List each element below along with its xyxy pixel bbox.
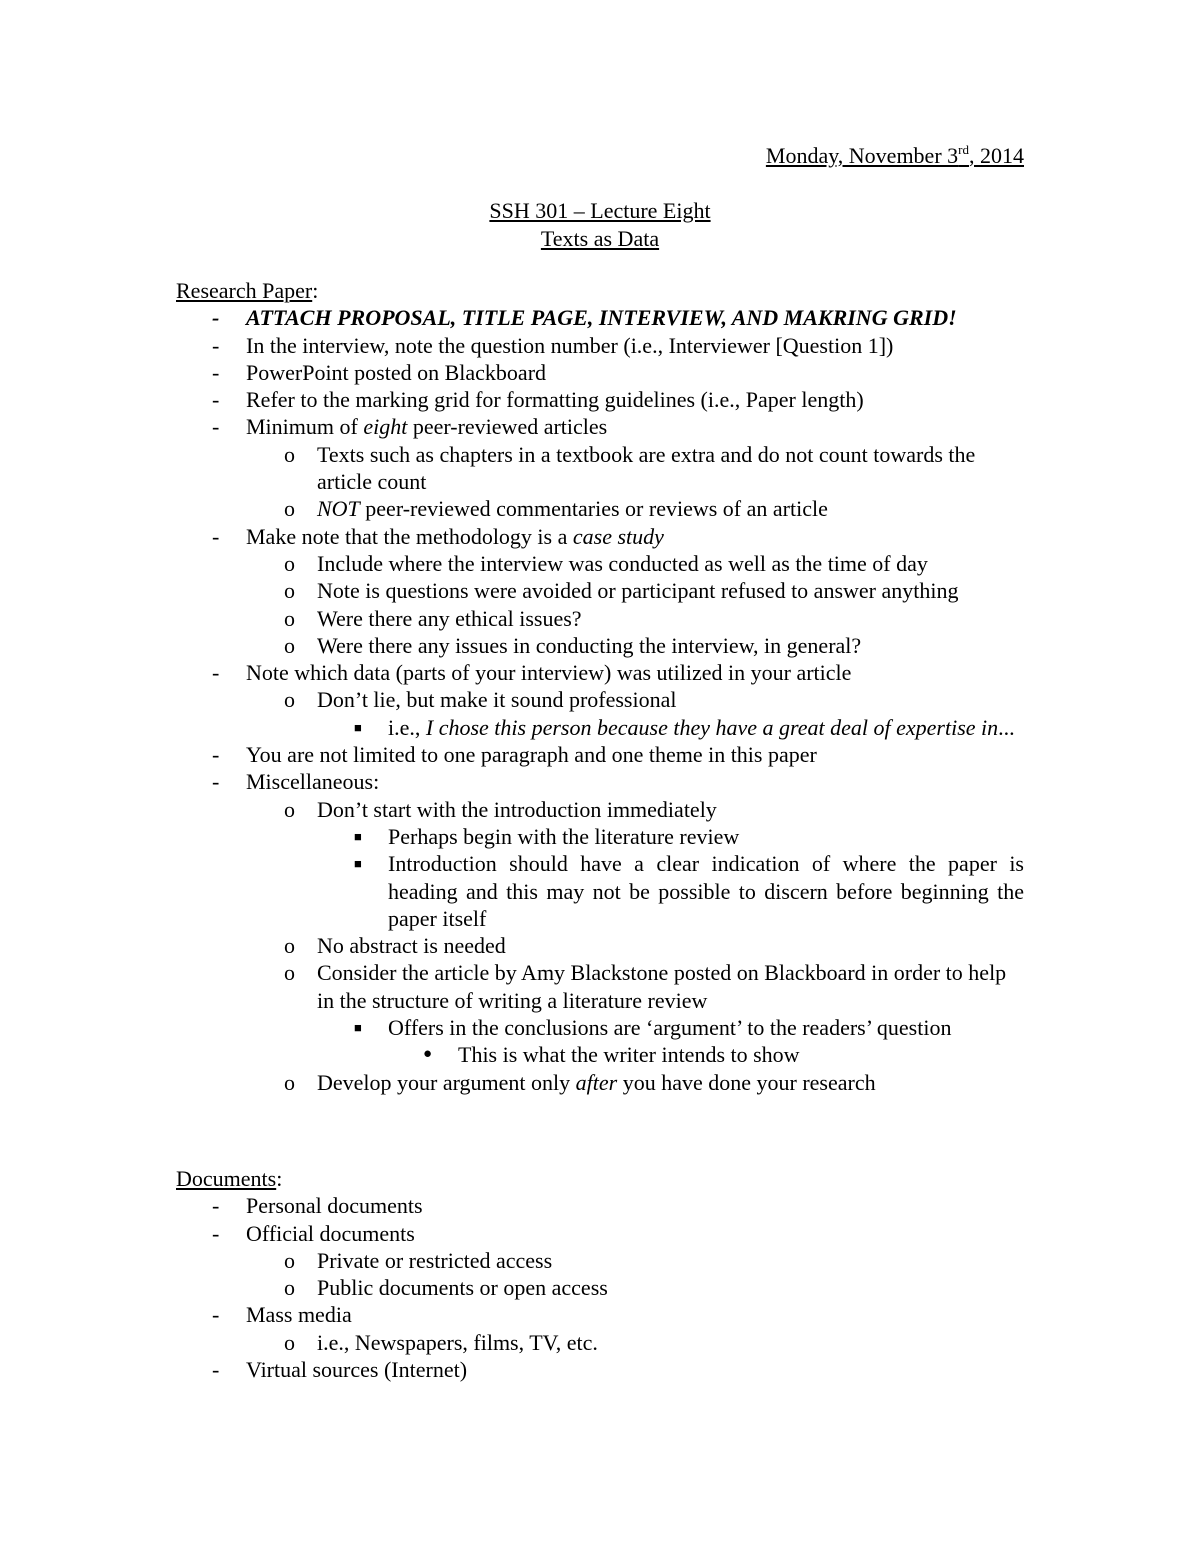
circle-bullet: o (284, 441, 295, 467)
circle-bullet: o (284, 933, 295, 959)
list-item: - Mass media (212, 1302, 352, 1328)
list-item: - Virtual sources (Internet) (212, 1357, 468, 1383)
dash-bullet: - (212, 660, 220, 686)
circle-bullet: o (284, 796, 295, 822)
circle-bullet: o (284, 605, 295, 631)
list-item: o Were there any ethical issues? (284, 605, 582, 631)
list-item: ● This is what the writer intends to show (423, 1042, 800, 1068)
list-item: o NOT peer-reviewed commentaries or reviews of an article (284, 496, 828, 522)
dash-bullet: - (212, 359, 220, 385)
dash-bullet: - (212, 305, 220, 331)
lecture-title: SSH 301 – Lecture Eight (489, 198, 711, 223)
list-item: o Note is questions were avoided or participant refused to answer anything (284, 578, 959, 604)
list-item: o Consider the article by Amy Blackstone posted on Blackboard in order to help in the structure of writing a literature review (284, 960, 1007, 1013)
dash-bullet: - (212, 523, 220, 549)
list-item: o Develop your argument only after you have done your research (284, 1069, 876, 1095)
circle-bullet: o (284, 496, 295, 522)
list-item: - Personal documents (212, 1193, 423, 1219)
list-item: - You are not limited to one paragraph and one theme in this paper (212, 742, 817, 768)
circle-bullet: o (284, 687, 295, 713)
list-item: - Note which data (parts of your interview) was utilized in your article (212, 660, 852, 686)
list-item: o Were there any issues in conducting the interview, in general? (284, 632, 862, 658)
list-item: - Miscellaneous: (212, 769, 380, 795)
documents-section (176, 1165, 1024, 1383)
list-item: o Include where the interview was conducted as well as the time of day (284, 550, 928, 576)
list-item: ■ Offers in the conclusions are ‘argument’ to the readers’ question (354, 1015, 952, 1041)
list-item: o i.e., Newspapers, films, TV, etc. (284, 1329, 598, 1355)
list-item: o No abstract is needed (284, 933, 506, 959)
date-text: Monday, November 3 (765, 143, 959, 168)
section-heading-documents: Documents: (176, 1166, 283, 1191)
date-ordinal: rd (958, 142, 969, 157)
research-paper-section (176, 277, 1024, 1096)
circle-bullet: o (284, 632, 295, 658)
list-item: - In the interview, note the question number (i.e., Interviewer [Question 1]) (212, 332, 894, 358)
dash-bullet: - (212, 1357, 220, 1383)
list-item: o Public documents or open access (284, 1275, 608, 1301)
dash-bullet: - (212, 742, 220, 768)
circle-bullet: o (284, 960, 295, 986)
dot-bullet: ● (423, 1046, 433, 1063)
dash-bullet: - (212, 387, 220, 413)
lecture-title-block (0, 197, 1200, 253)
list-item: o Don’t lie, but make it sound professional (284, 687, 677, 713)
circle-bullet: o (284, 1069, 295, 1095)
list-item: ■ Perhaps begin with the literature review (354, 823, 740, 849)
dash-bullet: - (212, 769, 220, 795)
list-item: - PowerPoint posted on Blackboard (212, 359, 547, 385)
list-item: - Minimum of eight peer-reviewed articles (212, 414, 608, 440)
dash-bullet: - (212, 1302, 220, 1328)
list-item: o Private or restricted access (284, 1247, 553, 1273)
dash-bullet: - (212, 1220, 220, 1246)
list-item: o Don’t start with the introduction immediately (284, 796, 717, 822)
list-item: - Official documents (212, 1220, 415, 1246)
list-item: - ATTACH PROPOSAL, TITLE PAGE, INTERVIEW, AND MAKRING GRID! (212, 305, 957, 331)
list-item: ■ i.e., I chose this person because they have a great deal of expertise in... (354, 714, 1015, 740)
circle-bullet: o (284, 1275, 295, 1301)
dash-bullet: - (212, 332, 220, 358)
section-heading-research: Research Paper: (176, 278, 319, 303)
square-bullet: ■ (354, 1020, 362, 1036)
lecture-date (766, 143, 1024, 169)
circle-bullet: o (284, 578, 295, 604)
date-year: , 2014 (969, 143, 1024, 168)
square-bullet: ■ (354, 828, 362, 844)
list-item: - Make note that the methodology is a case study (212, 523, 664, 549)
dash-bullet: - (212, 414, 220, 440)
list-item: o Texts such as chapters in a textbook are extra and do not count towards the article count (284, 441, 976, 495)
square-bullet: ■ (354, 856, 362, 872)
list-item: ■ Introduction should have a clear indication of where the paper is heading and this may not be possible to discern before beginning the paper itself (354, 851, 1024, 931)
lecture-subtitle: Texts as Data (540, 226, 660, 251)
dash-bullet: - (212, 1193, 220, 1219)
circle-bullet: o (284, 1329, 295, 1355)
square-bullet: ■ (354, 719, 362, 735)
list-item: - Refer to the marking grid for formatting guidelines (i.e., Paper length) (212, 387, 864, 413)
circle-bullet: o (284, 550, 295, 576)
circle-bullet: o (284, 1247, 295, 1273)
